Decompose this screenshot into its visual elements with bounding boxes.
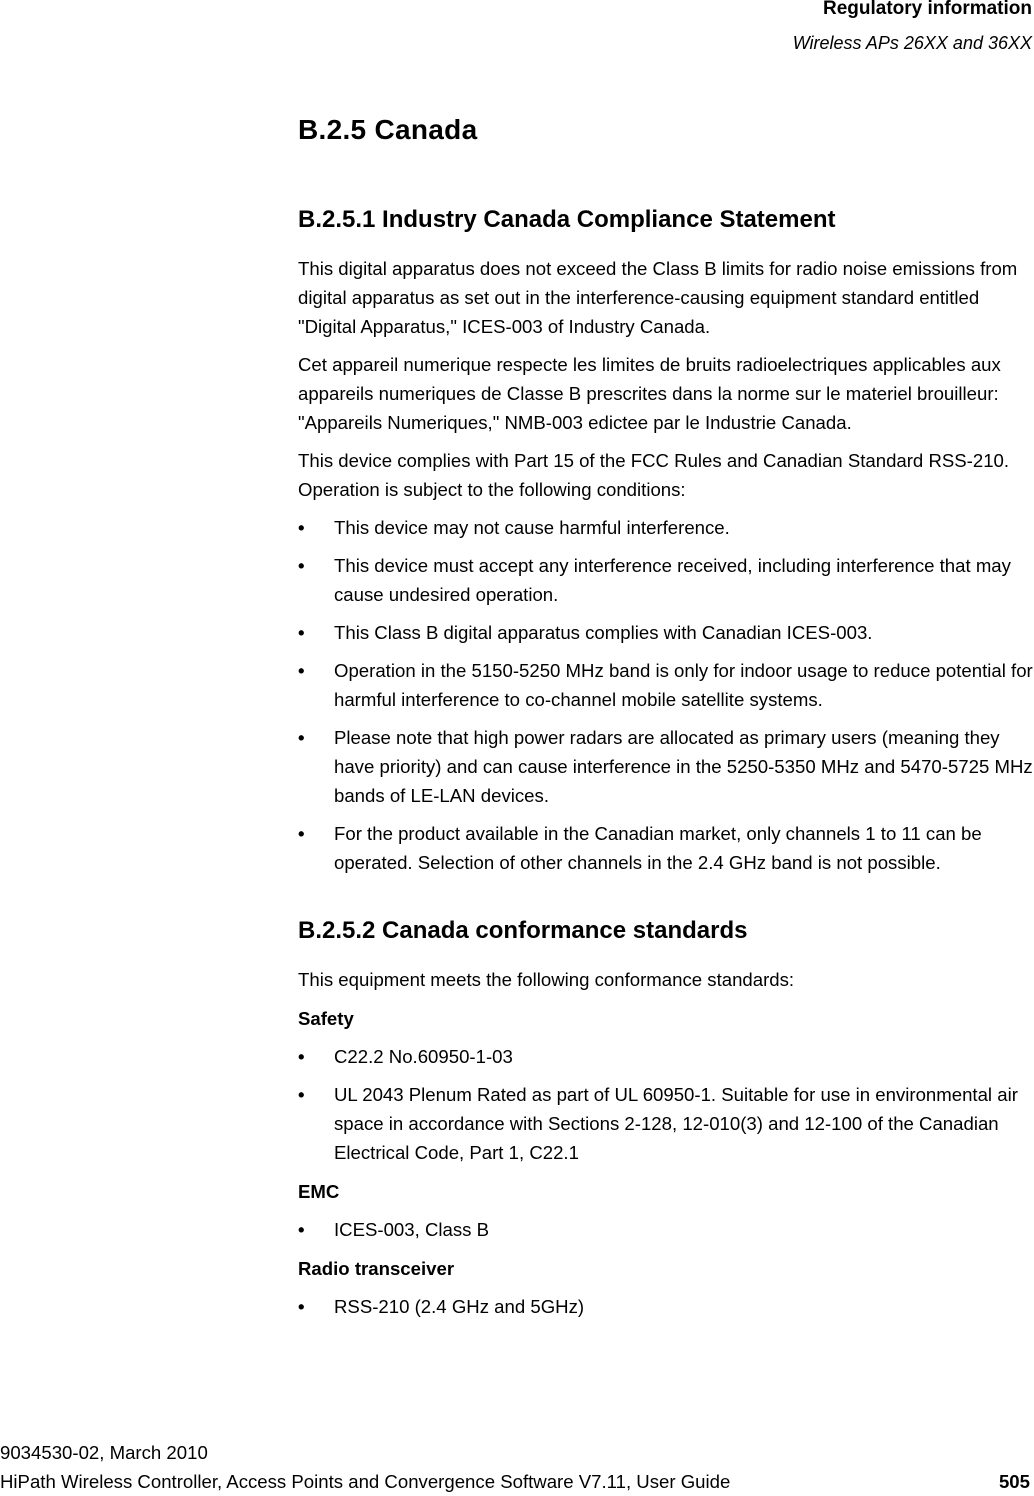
- paragraph: This device complies with Part 15 of the FCC Rules and Canadian Standard RSS-210. Operation is subject to the following conditions:: [298, 450, 1010, 500]
- list-item: • This device must accept any interference received, including interference that may cause undesired operation.: [298, 551, 1034, 609]
- conditions-list: [298, 513, 1034, 877]
- paragraph: Cet appareil numerique respecte les limites de bruits radioelectriques applicables aux appareils numeriques de Classe B prescrites dans la norme sur le materiel brouilleur: "Appareils Numeriques," NMB-003 edictee par le Industrie Canada.: [298, 354, 1001, 433]
- page-footer: [0, 1438, 1034, 1496]
- bullet-icon: •: [298, 1084, 305, 1105]
- list-item: • RSS-210 (2.4 GHz and 5GHz): [298, 1292, 1034, 1321]
- list-item: • UL 2043 Plenum Rated as part of UL 60950-1. Suitable for use in environmental air space in accordance with Sections 2-128, 12-010(3) and 12-100 of the Canadian Electrical Code, Part 1, C22.1: [298, 1080, 1034, 1167]
- doc-number: 9034530-02, March 2010: [0, 1442, 208, 1463]
- bullet-icon: •: [298, 1219, 305, 1240]
- list-item: • ICES-003, Class B: [298, 1215, 1034, 1244]
- subsection-title-compliance: B.2.5.1 Industry Canada Compliance Statement: [298, 206, 836, 233]
- paragraph: This equipment meets the following conformance standards:: [298, 969, 795, 990]
- bullet-icon: •: [298, 555, 305, 576]
- safety-heading: Safety: [298, 1008, 354, 1029]
- list-item: • For the product available in the Canadian market, only channels 1 to 11 can be operated. Selection of other channels in the 2.4 GHz band is not possible.: [298, 819, 1034, 877]
- running-header-title: Regulatory information: [822, 0, 1032, 19]
- page-content: [298, 114, 1034, 1330]
- list-item: • This Class B digital apparatus complies with Canadian ICES-003.: [298, 618, 1034, 647]
- paragraph: This digital apparatus does not exceed the Class B limits for radio noise emissions from digital apparatus as set out in the interference-causing equipment standard entitled "Digital Apparatus," ICES-003 of Industry Canada.: [298, 258, 1018, 337]
- list-item: • Operation in the 5150-5250 MHz band is only for indoor usage to reduce potential for harmful interference to co-channel mobile satellite systems.: [298, 656, 1034, 714]
- bullet-icon: •: [298, 1046, 305, 1067]
- emc-list: [298, 1215, 1034, 1244]
- bullet-icon: •: [298, 517, 305, 538]
- section-title: B.2.5 Canada: [298, 114, 478, 145]
- page-number: 505: [998, 1471, 1030, 1492]
- subsection-title-standards: B.2.5.2 Canada conformance standards: [298, 917, 748, 944]
- bullet-icon: •: [298, 823, 305, 844]
- list-item: • This device may not cause harmful interference.: [298, 513, 1034, 542]
- bullet-icon: •: [298, 622, 305, 643]
- emc-heading: EMC: [298, 1181, 340, 1202]
- running-header-subtitle: Wireless APs 26XX and 36XX: [792, 33, 1032, 53]
- list-item: • C22.2 No.60950-1-03: [298, 1042, 1034, 1071]
- list-item: • Please note that high power radars are allocated as primary users (meaning they have priority) and can cause interference in the 5250-5350 MHz and 5470-5725 MHz bands of LE-LAN devices.: [298, 723, 1034, 810]
- bullet-icon: •: [298, 727, 305, 748]
- bullet-icon: •: [298, 1296, 305, 1317]
- bullet-icon: •: [298, 660, 305, 681]
- radio-list: [298, 1292, 1034, 1321]
- doc-title: HiPath Wireless Controller, Access Points and Convergence Software V7.11, User Guide: [0, 1471, 731, 1492]
- radio-heading: Radio transceiver: [298, 1258, 455, 1279]
- safety-list: [298, 1042, 1034, 1167]
